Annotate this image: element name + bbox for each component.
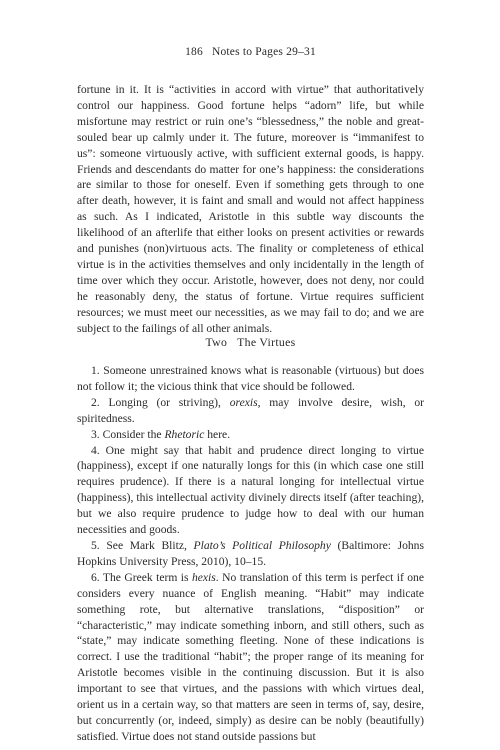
note-italic-text: hexis (191, 570, 216, 584)
note-text: The Greek term is (102, 570, 192, 584)
note-text: Someone unrestrained knows what is reasonable (virtuous) but does not follow it; the vicious think that vice should be followed. (77, 364, 424, 393)
note-italic-text: Rhetoric (164, 427, 205, 441)
page-number: 186 (185, 46, 203, 58)
note-text: . No translation of this term is perfect if one considers every nuance of English meaning. “Habit” may indicate something rote, but alternative translations, “disposition” or “characteristic,” may indicate something inborn, and still others, such as “state,” may indicate something fleeting. None of these indications is correct. I use the traditional “habit”; the proper range of its meaning for Aristotle becomes visible in the continuing discussion. But it is also important to see that virtues, and the passions with which virtues deal, orient us in a certain way, so that matters are seen in terms of, say, desire, but concurrently (or, indeed, simply) as desire can be nobly (beautifully) satisfied. Virtue does not stand outside passions but (77, 570, 424, 743)
book-page (77, 0, 424, 750)
note-item (77, 443, 424, 538)
note-item (77, 363, 424, 395)
note-number: 3. (91, 427, 100, 441)
note-text: Consider the (102, 427, 165, 441)
note-item (77, 570, 424, 745)
note-italic-text: Plato’s Political Philosophy (193, 538, 331, 552)
note-item (77, 427, 424, 443)
note-number: 6. (91, 570, 100, 584)
chapter-number: Two (205, 335, 228, 349)
running-head-title: Notes to Pages 29–31 (211, 46, 316, 58)
continuation-paragraph (77, 82, 424, 337)
note-text: One might say that habit and prudence direct longing to virtue (happiness), except if one naturally longs for this (in which case one still requires prudence). If there is a natural longing for intellectual virtue (happiness), this intellectual activity divinely directs itself (after teaching), but we also require prudence to judge how to deal with our human necessities and goods. (77, 443, 424, 537)
chapter-title: The Virtues (237, 335, 296, 349)
continuation-text: fortune in it. It is “activities in accord with virtue” that authoritatively control our happiness. Good fortune helps “adorn” life, but while misfortune may restrict or ruin one’s “blessedness,” the noble and great-souled bear up calmly under it. The future, moreover is “immanifest to us”: someone virtuously active, with sufficient external goods, is happy. Friends and descendants do matter for one’s happiness: the considerations are similar to those for oneself. Even if something gets through to one after death, however, it is faint and small and would not affect happiness as such. As I indicated, Aristotle in this subtle way discounts the likelihood of an afterlife that either looks on present activities or rewards and punishes (non)virtuous acts. The finality or completeness of ethical virtue is in the activities themselves and only incidentally in the length of time over which they occur. Aristotle, however, does not deny, nor could he reasonably deny, the status of fortune. Virtue requires sufficient resources; we must meet our necessities, as we may fail to do; and we are subject to the failings of all other animals. (77, 83, 424, 335)
note-text: (Baltimore: Johns Hopkins University Press, 2010), 10–15. (77, 538, 424, 568)
note-item (77, 395, 424, 427)
note-text: here. (204, 427, 231, 441)
note-number: 4. (91, 443, 100, 457)
note-number: 5. (91, 538, 100, 552)
running-head (77, 46, 424, 58)
note-text: See Mark Blitz, (106, 538, 194, 552)
note-number: 2. (91, 395, 100, 409)
note-number: 1. (91, 364, 100, 377)
note-item (77, 538, 424, 570)
note-italic-text: orexis (229, 395, 258, 409)
notes-list (77, 363, 424, 745)
chapter-heading (77, 335, 424, 350)
note-text: , may involve desire, wish, or spiritedness. (77, 395, 424, 425)
note-text: Longing (or striving), (108, 395, 230, 409)
